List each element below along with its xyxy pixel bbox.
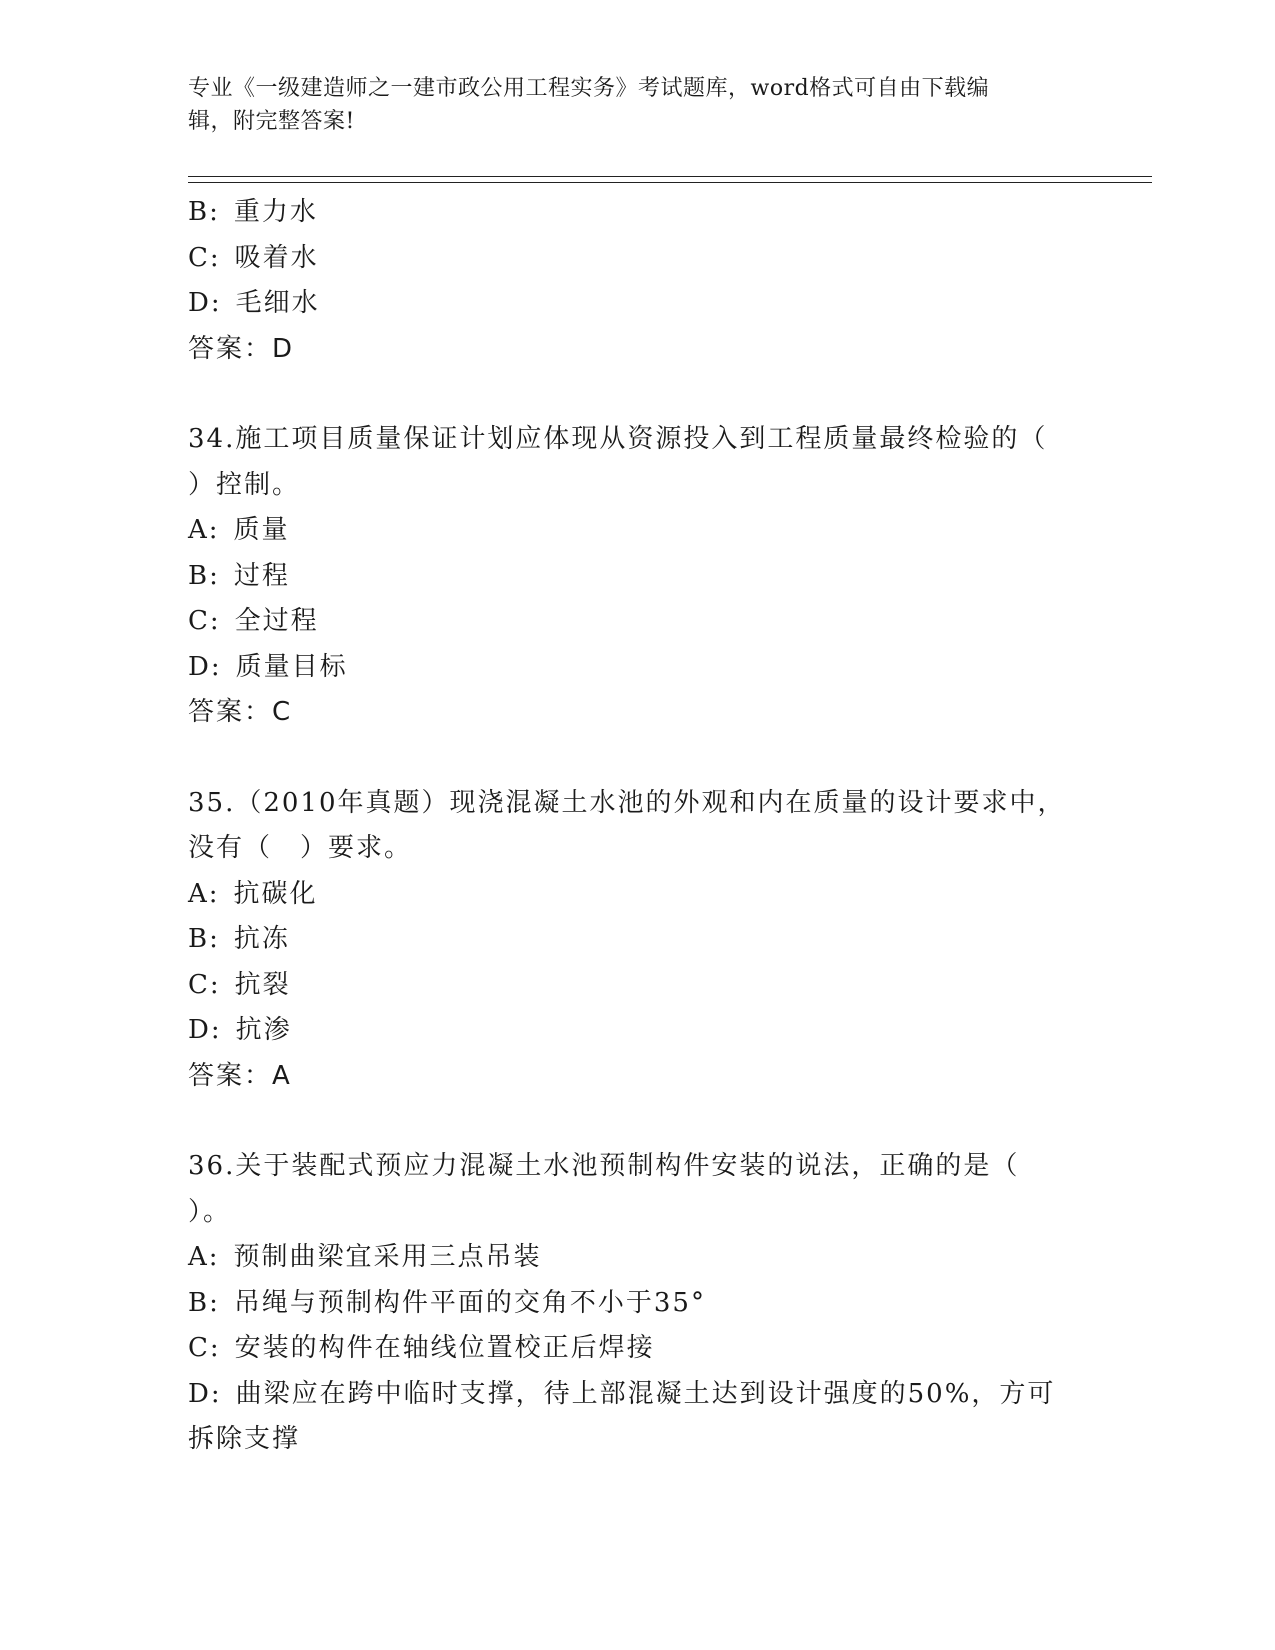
option-text: 吊绳与预制构件平面的交角不小于35° bbox=[233, 1287, 706, 1318]
question-35 bbox=[188, 781, 1088, 1100]
option-a bbox=[188, 508, 1088, 554]
question-spacer bbox=[188, 736, 1088, 781]
option-label: A: bbox=[188, 878, 220, 909]
header-line-2: 辑，附完整答案! bbox=[188, 109, 355, 134]
option-text: 抗裂 bbox=[234, 969, 291, 1000]
question-33 bbox=[188, 190, 1088, 372]
page-header bbox=[188, 72, 1068, 138]
option-label: B: bbox=[188, 560, 220, 591]
option-text: 质量 bbox=[233, 515, 290, 545]
question-spacer bbox=[188, 372, 1088, 417]
question-stem-cont: 没有（ ）要求。 bbox=[188, 833, 413, 863]
option-text: 毛细水 bbox=[235, 288, 320, 318]
option-d bbox=[188, 645, 1088, 691]
header-line-1: 专业《一级建造师之一建市政公用工程实务》考试题库，word格式可自由下载编 bbox=[188, 76, 990, 101]
option-text: 预制曲梁宜采用三点吊装 bbox=[233, 1242, 542, 1272]
option-c bbox=[188, 1326, 1088, 1372]
question-stem-cont: ）控制。 bbox=[188, 469, 301, 500]
option-text: 吸着水 bbox=[234, 242, 319, 273]
question-stem: 34.施工项目质量保证计划应体现从资源投入到工程质量最终检验的（ bbox=[188, 424, 1048, 454]
option-text: 重力水 bbox=[233, 197, 318, 227]
option-text: 曲梁应在跨中临时支撑，待上部混凝土达到设计强度的50%，方可 bbox=[235, 1378, 1056, 1409]
option-label: C: bbox=[188, 242, 221, 273]
option-b bbox=[188, 190, 1088, 236]
option-c bbox=[188, 236, 1088, 282]
option-d-cont: 拆除支撑 bbox=[188, 1424, 301, 1454]
question-stem-cont: ）。 bbox=[188, 1196, 232, 1227]
option-text: 质量目标 bbox=[235, 651, 348, 682]
option-text: 全过程 bbox=[234, 606, 319, 636]
question-list bbox=[188, 190, 1088, 1463]
answer-line: 答案：D bbox=[188, 333, 295, 364]
option-label: C: bbox=[188, 606, 221, 636]
option-text: 抗渗 bbox=[235, 1015, 292, 1045]
option-label: A: bbox=[188, 515, 220, 545]
option-label: B: bbox=[188, 197, 220, 227]
question-stem: 35.（2010年真题）现浇混凝土水池的外观和内在质量的设计要求中， bbox=[188, 787, 1066, 818]
header-rule-bottom bbox=[188, 182, 1152, 183]
question-34 bbox=[188, 417, 1088, 736]
option-text: 过程 bbox=[233, 560, 290, 591]
option-label: D: bbox=[188, 288, 222, 318]
option-text: 抗碳化 bbox=[233, 878, 318, 909]
option-label: A: bbox=[188, 1242, 220, 1272]
answer-line: 答案：A bbox=[188, 1060, 292, 1091]
option-d bbox=[188, 281, 1088, 327]
option-label: D: bbox=[188, 1378, 222, 1409]
option-c bbox=[188, 599, 1088, 645]
option-label: C: bbox=[188, 1333, 221, 1363]
option-text: 安装的构件在轴线位置校正后焊接 bbox=[234, 1333, 655, 1363]
answer-line: 答案：C bbox=[188, 697, 293, 727]
option-d bbox=[188, 1008, 1088, 1054]
option-b bbox=[188, 917, 1088, 963]
option-d bbox=[188, 1372, 1088, 1418]
option-label: D: bbox=[188, 1015, 222, 1045]
option-b bbox=[188, 554, 1088, 600]
question-spacer bbox=[188, 1099, 1088, 1144]
option-label: C: bbox=[188, 969, 221, 1000]
option-a bbox=[188, 872, 1088, 918]
option-c bbox=[188, 963, 1088, 1009]
option-label: B: bbox=[188, 924, 220, 954]
option-text: 抗冻 bbox=[233, 924, 290, 954]
option-label: B: bbox=[188, 1287, 220, 1318]
option-b bbox=[188, 1281, 1088, 1327]
question-36 bbox=[188, 1144, 1088, 1463]
question-stem: 36.关于装配式预应力混凝土水池预制构件安装的说法，正确的是（ bbox=[188, 1151, 1020, 1181]
header-rule-top bbox=[188, 176, 1152, 177]
option-a bbox=[188, 1235, 1088, 1281]
option-label: D: bbox=[188, 651, 222, 682]
